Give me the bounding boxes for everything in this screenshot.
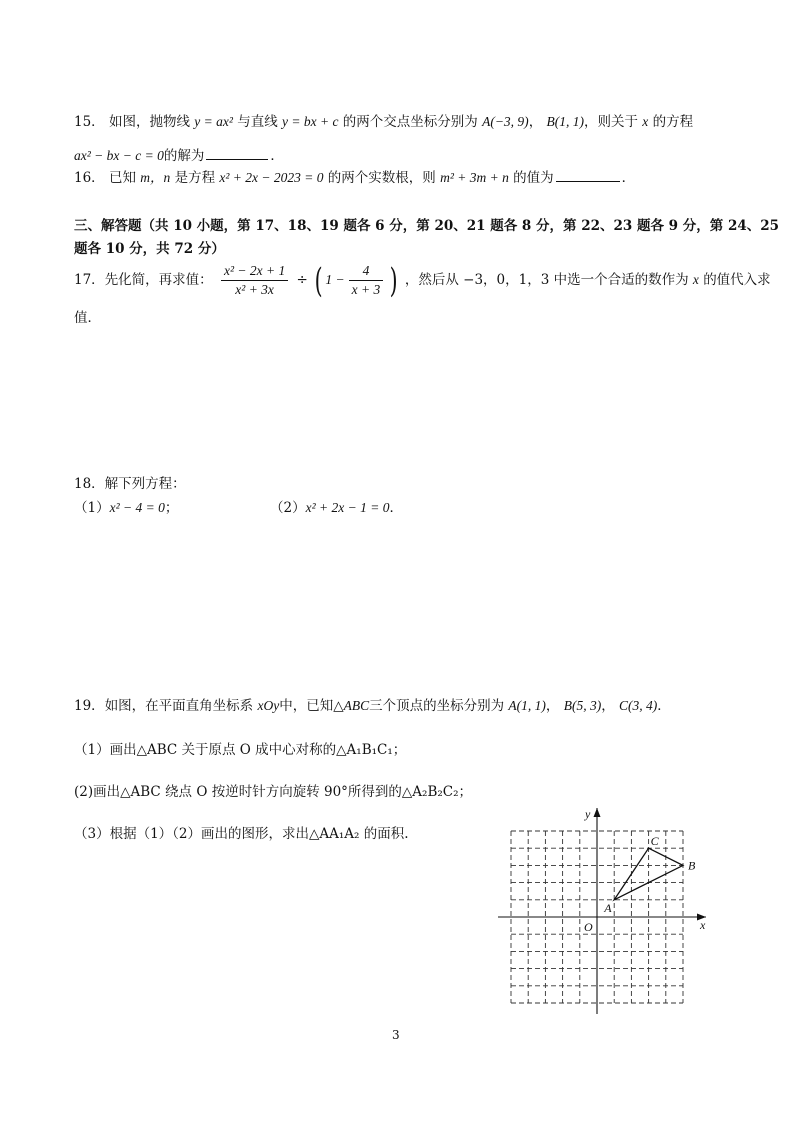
- point-a-label: A: [604, 900, 612, 915]
- q15-line1: 15． 如图，抛物线 y = ax² 与直线 y = bx + c 的两个交点坐标分别为 A(−3, 9)， B(1, 1)，则关于 x 的方程: [74, 114, 694, 130]
- q16-number: 16．: [74, 170, 105, 186]
- q17-line1: 17．先化简，再求值： $\frac{\text{x² − 2x + 1}}{\text{x² + 3x}}$ ÷ ( 1 − $\frac{4}{x + 3}$ ) ，然后从 −3，0，1，3 中选一个合适的数作为 x 的值代入求: [74, 260, 771, 301]
- q17-number: 17．: [74, 272, 105, 288]
- q16-answer-blank[interactable]: [556, 169, 620, 182]
- coordinate-grid-figure: [494, 804, 714, 1020]
- q19-point-a: A(1, 1): [508, 698, 546, 713]
- q18-part2: （2）x² + 2x − 1 = 0．: [270, 500, 403, 516]
- q19-part2: (2)画出△ABC 绕点 O 按逆时针方向旋转 90°所得到的△A₂B₂C₂；: [74, 784, 473, 800]
- section3-header-line1: 三、解答题（共 10 小题，第 17、18、19 题各 6 分，第 20、21 题各 8 分，第 22、23 题各 9 分，第 24、25: [74, 218, 780, 234]
- q19-part3: （3）根据（1）（2）画出的图形，求出△AA₁A₂ 的面积.: [74, 826, 409, 842]
- q16-equation: x² + 2x − 2023 = 0: [219, 170, 324, 185]
- point-c-label: C: [650, 834, 659, 849]
- q15-equation: ax² − bx − c = 0: [74, 148, 164, 163]
- q19-point-c: C(3, 4): [619, 698, 658, 713]
- q18-title: 18．解下列方程：: [74, 476, 186, 492]
- q18-number: 18．: [74, 476, 105, 492]
- q19-line1: 19．如图，在平面直角坐标系 xOy中，已知△ABC三个顶点的坐标分别为 A(1, 1)， B(5, 3)， C(3, 4)．: [74, 698, 671, 714]
- page-number: 3: [392, 1028, 400, 1042]
- q17-fraction-2: $\frac{4}{x + 3}$: [349, 262, 384, 299]
- q16-expression: m² + 3m + n: [440, 170, 509, 185]
- point-b-label: B: [688, 858, 696, 873]
- q19-point-b: B(5, 3): [563, 698, 602, 713]
- q15-line2: ax² − bx − c = 0的解为 ．: [74, 148, 284, 164]
- q15-line-eq: y = bx + c: [282, 114, 339, 129]
- q15-point-a: A(−3, 9): [482, 114, 529, 129]
- q19-part1: （1）画出△ABC 关于原点 O 成中心对称的△A₁B₁C₁；: [74, 742, 407, 758]
- q17-line2: 值．: [74, 310, 101, 326]
- q17-fraction: $\frac{\text{x² − 2x + 1}}{\text{x² + 3x}}$: [221, 262, 288, 299]
- q18-equation-1: x² − 4 = 0: [109, 500, 165, 515]
- y-axis-label: y: [585, 807, 591, 821]
- q15-parabola: y = ax²: [194, 114, 233, 129]
- y-axis-arrow: [594, 808, 601, 817]
- q16-line: 16． 已知 m，n 是方程 x² + 2x − 2023 = 0 的两个实数根，则 m² + 3m + n 的值为 ．: [74, 170, 636, 186]
- q18-part1: （1）x² − 4 = 0；: [74, 500, 179, 516]
- origin-label: O: [584, 920, 593, 934]
- q15-answer-blank[interactable]: [206, 147, 268, 160]
- q18-equation-2: x² + 2x − 1 = 0: [305, 500, 390, 515]
- q19-number: 19．: [74, 698, 105, 714]
- section3-header-line2: 题各 10 分，共 72 分）: [74, 241, 225, 257]
- q15-point-b: B(1, 1): [546, 114, 584, 129]
- x-axis-label: x: [700, 918, 706, 932]
- q15-number: 15．: [74, 114, 105, 130]
